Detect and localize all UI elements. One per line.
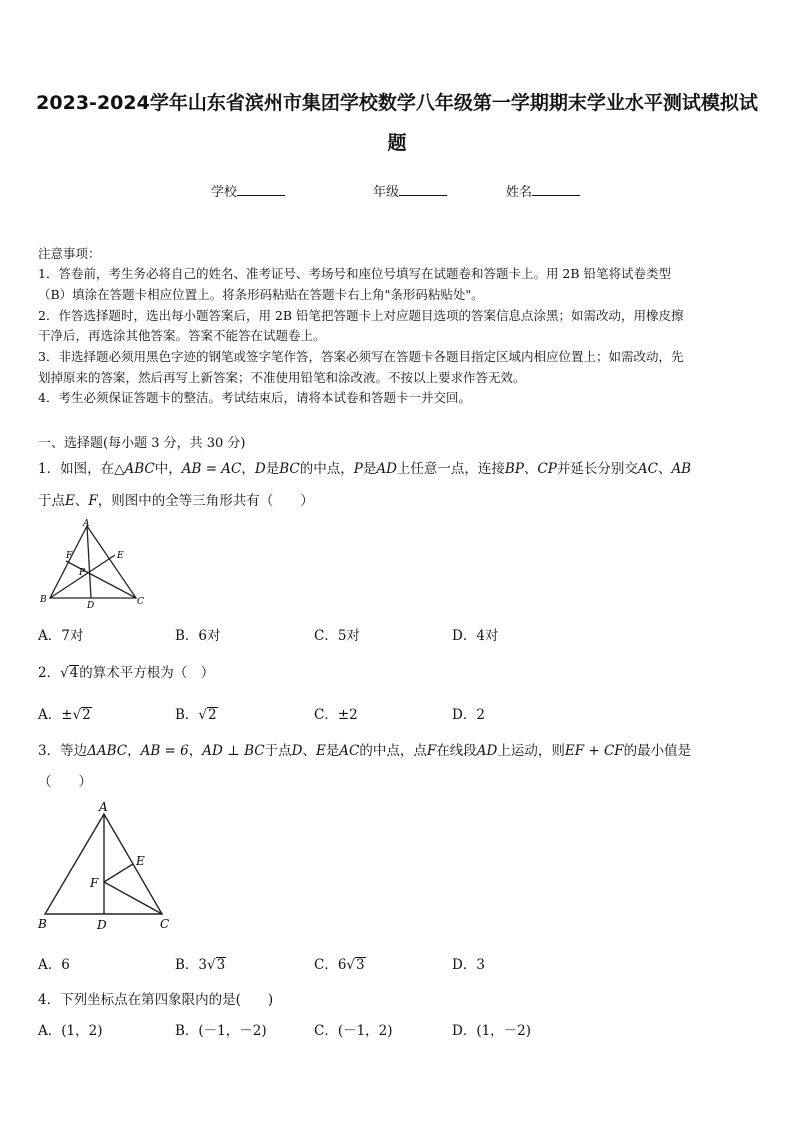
school-field (211, 181, 285, 200)
section-heading: 一、选择题(每小题 3 分，共 30 分) (38, 436, 246, 451)
q1-label-b: B (40, 595, 47, 605)
note-4: 4．考生必须保证答题卡的整洁。考试结束后，请将本试卷和答题卡一并交回。 (38, 390, 471, 405)
exam-title-line1: 2023-2024学年山东省滨州市集团学校数学八年级第一学期期末学业水平测试模拟试 (36, 92, 758, 114)
q4-option-d[interactable]: D．(1，－2) (452, 1023, 532, 1039)
q1-option-a[interactable]: A．7对 (38, 628, 84, 644)
grade-field (373, 181, 447, 200)
name-blank[interactable] (532, 183, 580, 196)
q1-label-f: F (66, 551, 73, 561)
note-2b: 干净后，再选涂其他答案。答案不能答在试题卷上。 (38, 328, 326, 343)
q1-label-c: C (137, 597, 144, 607)
school-blank[interactable] (237, 183, 285, 196)
q4-stem: 4．下列坐标点在第四象限内的是( ) (38, 992, 274, 1008)
q3-label-f: F (90, 876, 99, 890)
q3-label-e: E (136, 854, 145, 868)
q1-triangle-figure (36, 518, 146, 610)
q3-option-b[interactable]: B．3√3 (175, 957, 226, 973)
note-3b: 划掉原来的答案，然后再写上新答案；不准使用铅笔和涂改液。不按以上要求作答无效。 (38, 370, 526, 385)
sqrt-icon: √ (346, 957, 356, 973)
note-1b: （B）填涂在答题卡相应位置上。将条形码粘贴在答题卡右上角"条形码粘贴处"。 (38, 287, 484, 302)
q2-option-c[interactable]: C．±2 (314, 707, 358, 723)
note-1a: 1．答卷前，考生务必将自己的姓名、准考证号、考场号和座位号填写在试题卷和答题卡上。用 2B 铅笔将试卷类型 (38, 266, 672, 281)
q1-label-a: A (83, 519, 90, 529)
q3-label-d: D (97, 918, 107, 932)
q1-option-d[interactable]: D．4对 (452, 628, 499, 644)
q2-stem: 2．√4的算术平方根为（ ） (38, 665, 215, 681)
q1-option-c[interactable]: C．5对 (314, 628, 360, 644)
q1-label-d: D (87, 601, 95, 610)
q4-option-a[interactable]: A．(1，2) (38, 1023, 103, 1039)
q4-option-b[interactable]: B．(－1，－2) (175, 1023, 267, 1039)
note-2a: 2．作答选择题时，选出每小题答案后，用 2B 铅笔把答题卡上对应题目选项的答案信息点涂黑；如需改动，用橡皮擦 (38, 308, 684, 323)
q3-option-a[interactable]: A．6 (38, 957, 70, 973)
q4-option-c[interactable]: C．(－1，2) (314, 1023, 393, 1039)
q1-label-e: E (117, 551, 124, 561)
notes-heading: 注意事项： (38, 246, 101, 261)
q3-option-d[interactable]: D．3 (452, 957, 485, 973)
school-label: 学校 (211, 185, 238, 200)
name-label: 姓名 (506, 185, 533, 200)
q3-label-a: A (99, 800, 108, 814)
q2-option-d[interactable]: D．2 (452, 707, 485, 723)
q3-stem-line1: 3．等边ΔABC，AB = 6，AD ⊥ BC于点D、E是AC的中点，点F在线段AD上运动，则EF + CF的最小值是 (38, 743, 692, 759)
exam-title-line2: 题 (387, 132, 407, 154)
grade-label: 年级 (373, 185, 400, 200)
q3-stem-line2: （ ） (38, 774, 92, 790)
q3-triangle-figure (34, 798, 184, 936)
q1-label-p: P (79, 568, 86, 578)
q2-option-b[interactable]: B．√2 (175, 707, 217, 723)
q3-label-c: C (160, 917, 170, 931)
q1-stem-line1: 1．如图，在△ABC中，AB = AC，D是BC的中点，P是AD上任意一点，连接BP、CP并延长分别交AC、AB (38, 461, 692, 477)
sqrt-icon: √ (198, 707, 208, 723)
sqrt-icon: √ (72, 707, 82, 723)
q2-option-a[interactable]: A．±√2 (38, 707, 91, 723)
note-3a: 3．非选择题必须用黑色字迹的钢笔或签字笔作答，答案必须写在答题卡各题目指定区域内相应位置上；如需改动，先 (38, 349, 684, 364)
sqrt-icon: √ (207, 957, 216, 973)
grade-blank[interactable] (399, 183, 447, 196)
q3-option-c[interactable]: C．6√3 (314, 957, 365, 973)
name-field (506, 181, 580, 200)
q1-stem-line2: 于点E、F，则图中的全等三角形共有（ ） (38, 493, 314, 509)
q1-option-b[interactable]: B．6对 (175, 628, 221, 644)
q3-label-b: B (38, 917, 47, 931)
sqrt-icon: √ (60, 665, 69, 681)
